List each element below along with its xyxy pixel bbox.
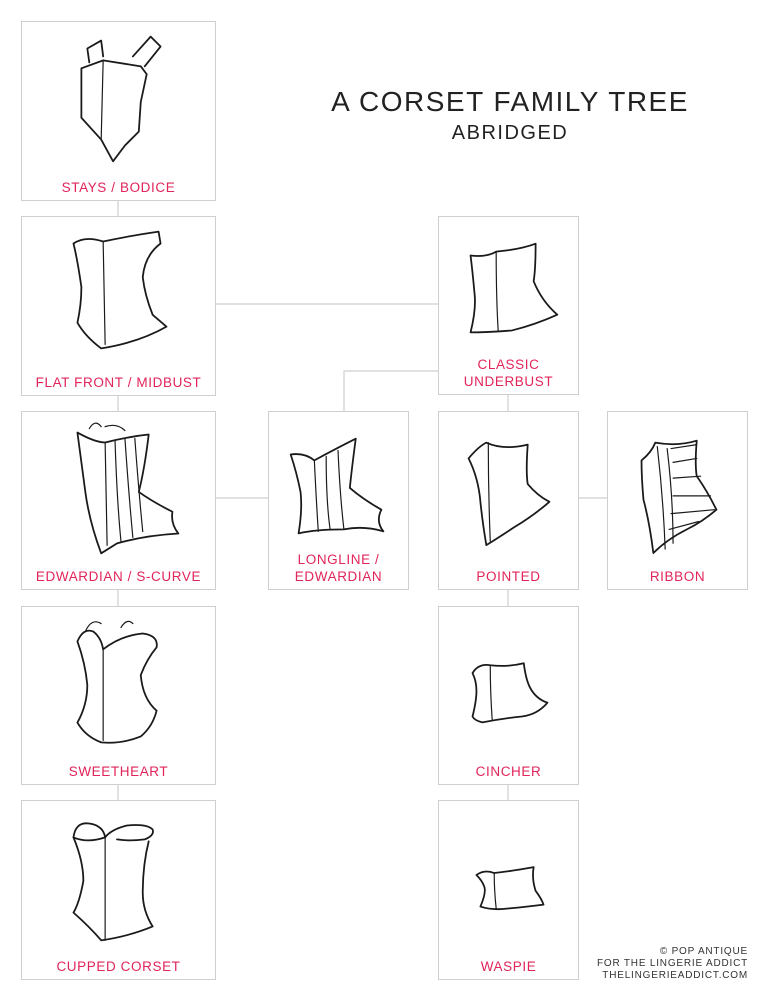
page-subtitle: ABRIDGED (451, 122, 569, 144)
label-longline-line1: LONGLINE / (297, 552, 380, 567)
label-classic-line1: CLASSIC (477, 357, 540, 372)
classic-underbust-illustration (439, 217, 578, 367)
credit-line-1: © POP ANTIQUE (659, 946, 748, 957)
label-stays-bodice: STAYS / BODICE (61, 180, 176, 195)
node-ribbon (607, 411, 748, 590)
label-classic-underbust (439, 356, 578, 390)
label-flat-front-midbust: FLAT FRONT / MIDBUST (35, 375, 202, 390)
title-block (300, 86, 720, 146)
label-ribbon: RIBBON (649, 569, 706, 584)
node-flat-front-midbust (21, 216, 216, 396)
credit-block (597, 946, 748, 982)
edwardian-scurve-illustration (22, 412, 215, 562)
node-cupped-corset (21, 800, 216, 980)
node-longline-edwardian (268, 411, 409, 590)
cupped-corset-illustration (22, 801, 215, 951)
node-classic-underbust (438, 216, 579, 395)
label-waspie: WASPIE (480, 959, 537, 974)
cincher-illustration (439, 607, 578, 757)
label-cupped-corset: CUPPED CORSET (56, 959, 181, 974)
label-cincher: CINCHER (475, 764, 542, 779)
label-sweetheart: SWEETHEART (68, 764, 169, 779)
label-longline-edwardian (269, 551, 408, 585)
page-title: A CORSET FAMILY TREE (331, 86, 689, 117)
pointed-illustration (439, 412, 578, 562)
longline-edwardian-illustration (269, 412, 408, 562)
node-pointed (438, 411, 579, 590)
credit-line-2: FOR THE LINGERIE ADDICT (596, 958, 748, 969)
sweetheart-illustration (22, 607, 215, 757)
stays-bodice-illustration (22, 22, 215, 172)
node-sweetheart (21, 606, 216, 785)
node-waspie (438, 800, 579, 980)
label-classic-line2: UNDERBUST (463, 374, 554, 389)
ribbon-illustration (608, 412, 747, 562)
label-edwardian-scurve: EDWARDIAN / S-CURVE (35, 569, 202, 584)
waspie-illustration (439, 801, 578, 951)
label-longline-line2: EDWARDIAN (294, 569, 383, 584)
label-pointed: POINTED (476, 569, 541, 584)
node-stays-bodice (21, 21, 216, 201)
credit-line-3: THELINGERIEADDICT.COM (602, 970, 748, 981)
node-edwardian-scurve (21, 411, 216, 590)
node-cincher (438, 606, 579, 785)
flat-front-illustration (22, 217, 215, 367)
connector-classic-longline (344, 371, 438, 411)
